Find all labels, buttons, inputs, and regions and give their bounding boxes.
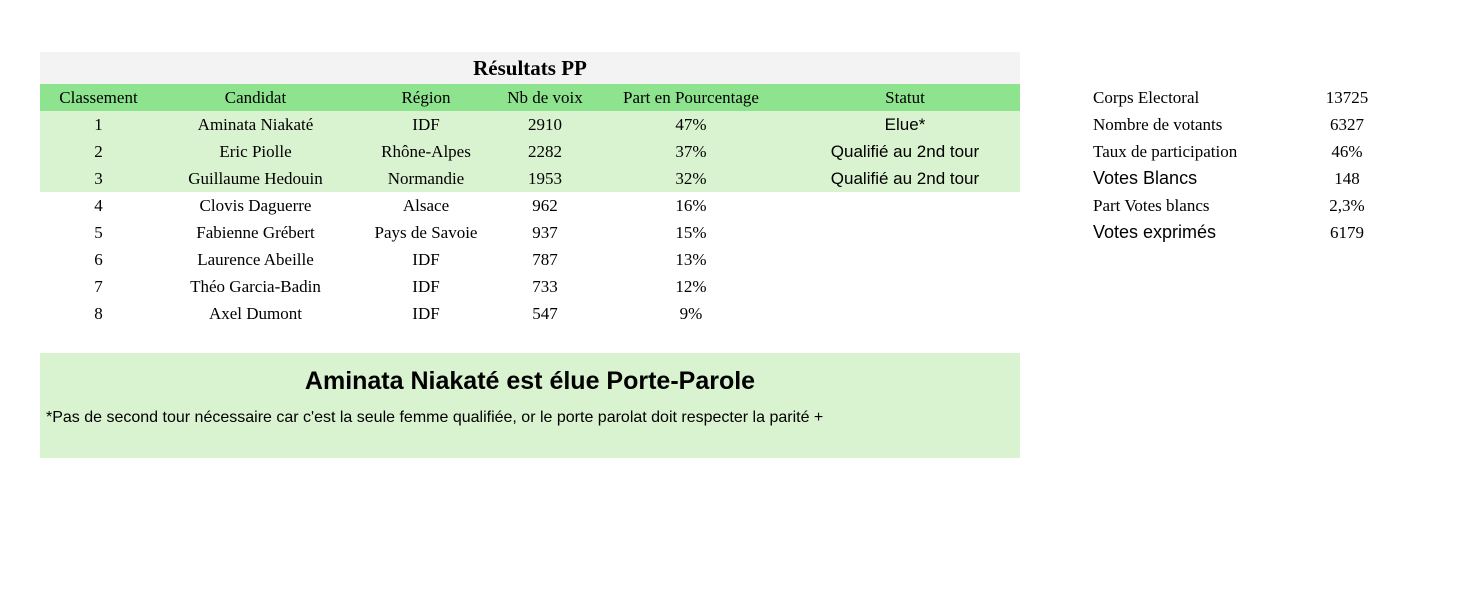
cell-rank: 4 (94, 196, 103, 215)
cell-region: IDF (412, 304, 440, 323)
cell-region: Rhône-Alpes (381, 142, 471, 161)
header-statut: Statut (885, 88, 925, 107)
stat-row (1093, 192, 1413, 219)
cell-candidate: Aminata Niakaté (197, 115, 314, 134)
cell-candidate: Guillaume Hedouin (188, 169, 323, 188)
stat-label-taux-participation: Taux de participation (1093, 142, 1238, 161)
cell-rank: 1 (94, 115, 103, 134)
cell-votes: 2282 (528, 142, 562, 161)
cell-region: IDF (412, 250, 440, 269)
cell-candidate: Axel Dumont (208, 304, 303, 323)
header-classement: Classement (59, 88, 138, 107)
stat-row (1093, 138, 1413, 165)
cell-rank: 7 (94, 277, 103, 296)
cell-votes: 733 (532, 277, 558, 296)
cell-share: 16% (675, 196, 707, 215)
stat-label-part-votes-blancs: Part Votes blancs (1093, 196, 1210, 215)
cell-rank: 5 (94, 223, 103, 242)
cell-share: 13% (675, 250, 707, 269)
cell-rank: 6 (94, 250, 103, 269)
stat-label-votes-exprimes: Votes exprimés (1093, 222, 1217, 242)
cell-votes: 547 (532, 304, 558, 323)
cell-share: 47% (675, 115, 707, 134)
cell-votes: 937 (532, 223, 558, 242)
stat-row (1093, 219, 1413, 246)
stat-value-votes-blancs: 148 (1334, 169, 1360, 188)
cell-status (790, 219, 1020, 246)
cell-share: 12% (675, 277, 707, 296)
stat-value-taux-participation: 46% (1331, 142, 1363, 161)
cell-rank: 3 (94, 169, 103, 188)
stat-value-votes-exprimes: 6179 (1330, 223, 1364, 242)
stat-row (1093, 165, 1413, 192)
cell-rank: 2 (94, 142, 103, 161)
cell-candidate: Fabienne Grébert (196, 223, 315, 242)
cell-status: Elue* (884, 115, 926, 134)
table-row (40, 165, 1020, 192)
cell-share: 9% (679, 304, 703, 323)
cell-region: IDF (412, 277, 440, 296)
cell-rank: 8 (94, 304, 103, 323)
stat-row (1093, 84, 1413, 111)
cell-share: 32% (675, 169, 707, 188)
cell-status (790, 300, 1020, 327)
cell-share: 37% (675, 142, 707, 161)
cell-status (790, 246, 1020, 273)
cell-status (790, 273, 1020, 300)
results-title: Résultats PP (40, 52, 1020, 84)
announcement-note: *Pas de second tour nécessaire car c'est la seule femme qualifiée, or le porte parolat doit respecter la parité + (46, 409, 824, 426)
cell-region: Pays de Savoie (374, 223, 478, 242)
table-row (40, 192, 1020, 219)
table-row (40, 111, 1020, 138)
header-candidat: Candidat (224, 88, 287, 107)
cell-candidate: Théo Garcia-Badin (190, 277, 321, 296)
cell-votes: 2910 (528, 115, 562, 134)
cell-votes: 787 (532, 250, 558, 269)
cell-candidate: Laurence Abeille (197, 250, 314, 269)
cell-region: Alsace (402, 196, 450, 215)
cell-votes: 962 (532, 196, 558, 215)
table-row (40, 219, 1020, 246)
stat-row (1093, 111, 1413, 138)
stat-value-part-votes-blancs: 2,3% (1329, 196, 1365, 215)
table-row (40, 138, 1020, 165)
cell-region: Normandie (387, 169, 465, 188)
stat-value-corps-electoral: 13725 (1325, 88, 1369, 107)
header-part-pourcentage: Part en Pourcentage (623, 88, 759, 107)
stat-label-votes-blancs: Votes Blancs (1093, 168, 1198, 188)
announcement-box (40, 353, 1020, 458)
cell-region: IDF (412, 115, 440, 134)
table-row (40, 300, 1020, 327)
cell-status: Qualifié au 2nd tour (830, 169, 980, 188)
results-table (40, 52, 1020, 327)
cell-votes: 1953 (528, 169, 562, 188)
table-row (40, 246, 1020, 273)
cell-share: 15% (675, 223, 707, 242)
announcement-headline: Aminata Niakaté est élue Porte-Parole (304, 367, 756, 395)
cell-candidate: Clovis Daguerre (199, 196, 312, 215)
table-row (40, 273, 1020, 300)
stat-label-nombre-votants: Nombre de votants (1093, 115, 1223, 134)
cell-candidate: Eric Piolle (219, 142, 292, 161)
header-nb-voix: Nb de voix (507, 88, 583, 107)
stat-label-corps-electoral: Corps Electoral (1093, 88, 1200, 107)
stats-panel (1093, 84, 1413, 246)
header-region: Région (401, 88, 451, 107)
cell-status: Qualifié au 2nd tour (830, 142, 980, 161)
stat-value-nombre-votants: 6327 (1330, 115, 1364, 134)
cell-status (790, 192, 1020, 219)
table-header-row (40, 84, 1020, 111)
